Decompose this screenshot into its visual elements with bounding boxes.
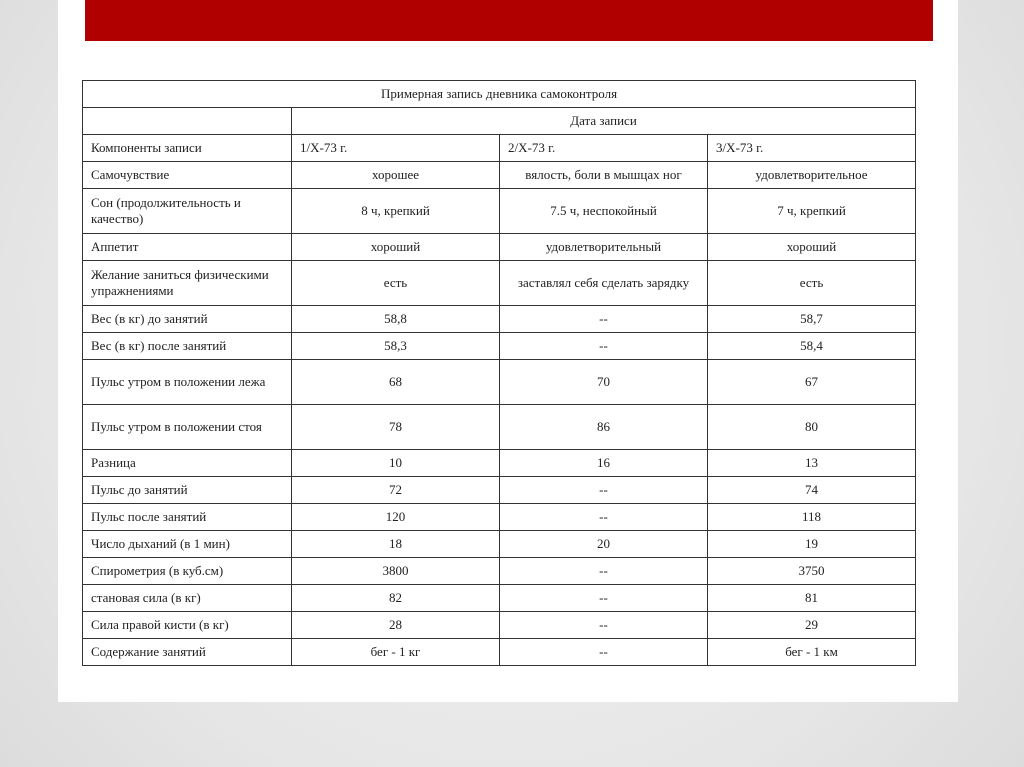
row-label: Вес (в кг) после занятий xyxy=(83,333,292,360)
row-value: удовлетворительный xyxy=(500,234,708,261)
row-value: 3750 xyxy=(708,558,916,585)
row-label: Вес (в кг) до занятий xyxy=(83,306,292,333)
row-label: Пульс утром в положении лежа xyxy=(83,360,292,405)
components-header: Компоненты записи xyxy=(83,135,292,162)
row-value: 72 xyxy=(292,477,500,504)
row-value: 58,4 xyxy=(708,333,916,360)
row-value: 58,8 xyxy=(292,306,500,333)
row-label: Аппетит xyxy=(83,234,292,261)
self-control-diary-table xyxy=(82,80,916,666)
table-row xyxy=(83,585,916,612)
row-value: вялость, боли в мышцах ног xyxy=(500,162,708,189)
row-value: -- xyxy=(500,585,708,612)
table-row xyxy=(83,558,916,585)
date-cell: 2/X-73 г. xyxy=(500,135,708,162)
row-label: Спирометрия (в куб.см) xyxy=(83,558,292,585)
table-row xyxy=(83,612,916,639)
table-row xyxy=(83,450,916,477)
table-row xyxy=(83,360,916,405)
row-value: 18 xyxy=(292,531,500,558)
row-label: Пульс до занятий xyxy=(83,477,292,504)
row-value: -- xyxy=(500,306,708,333)
table-row xyxy=(83,261,916,306)
row-value: есть xyxy=(708,261,916,306)
row-value: хороший xyxy=(292,234,500,261)
table-row xyxy=(83,333,916,360)
row-value: 13 xyxy=(708,450,916,477)
row-value: 3800 xyxy=(292,558,500,585)
row-value: -- xyxy=(500,477,708,504)
header-accent-bar xyxy=(85,0,933,41)
row-value: 58,3 xyxy=(292,333,500,360)
row-value: 29 xyxy=(708,612,916,639)
row-label: Самочувствие xyxy=(83,162,292,189)
row-label: Сон (продолжительность и качество) xyxy=(83,189,292,234)
date-cell: 3/X-73 г. xyxy=(708,135,916,162)
row-label: Сила правой кисти (в кг) xyxy=(83,612,292,639)
row-value: бег - 1 км xyxy=(708,639,916,666)
row-label: становая сила (в кг) xyxy=(83,585,292,612)
row-label: Пульс утром в положении стоя xyxy=(83,405,292,450)
row-value: 16 xyxy=(500,450,708,477)
row-value: удовлетворительное xyxy=(708,162,916,189)
row-value: 19 xyxy=(708,531,916,558)
table-row xyxy=(83,477,916,504)
row-label: Желание заниться физическими упражнениями xyxy=(83,261,292,306)
table-row xyxy=(83,504,916,531)
table-row xyxy=(83,162,916,189)
row-value: 82 xyxy=(292,585,500,612)
row-value: 20 xyxy=(500,531,708,558)
row-value: 70 xyxy=(500,360,708,405)
row-label: Разница xyxy=(83,450,292,477)
row-value: 120 xyxy=(292,504,500,531)
row-label: Содержание занятий xyxy=(83,639,292,666)
row-value: -- xyxy=(500,333,708,360)
row-value: 67 xyxy=(708,360,916,405)
row-value: 68 xyxy=(292,360,500,405)
table-row xyxy=(83,234,916,261)
row-value: хорошее xyxy=(292,162,500,189)
row-value: -- xyxy=(500,612,708,639)
empty-header-cell xyxy=(83,108,292,135)
table-row xyxy=(83,306,916,333)
table-title: Примерная запись дневника самоконтроля xyxy=(83,81,916,108)
row-value: 58,7 xyxy=(708,306,916,333)
date-header-row xyxy=(83,108,916,135)
row-value: 81 xyxy=(708,585,916,612)
row-value: -- xyxy=(500,639,708,666)
row-value: 74 xyxy=(708,477,916,504)
row-value: 78 xyxy=(292,405,500,450)
table-row xyxy=(83,531,916,558)
row-value: 86 xyxy=(500,405,708,450)
table-row xyxy=(83,405,916,450)
row-value: бег - 1 кг xyxy=(292,639,500,666)
row-value: 7.5 ч, неспокойный xyxy=(500,189,708,234)
row-value: 80 xyxy=(708,405,916,450)
table-row xyxy=(83,639,916,666)
row-label: Пульс после занятий xyxy=(83,504,292,531)
row-value: 10 xyxy=(292,450,500,477)
row-value: заставлял себя сделать зарядку xyxy=(500,261,708,306)
row-value: 8 ч, крепкий xyxy=(292,189,500,234)
row-value: хороший xyxy=(708,234,916,261)
dates-row xyxy=(83,135,916,162)
date-header: Дата записи xyxy=(292,108,916,135)
row-value: 118 xyxy=(708,504,916,531)
row-label: Число дыханий (в 1 мин) xyxy=(83,531,292,558)
row-value: есть xyxy=(292,261,500,306)
row-value: 7 ч, крепкий xyxy=(708,189,916,234)
row-value: -- xyxy=(500,558,708,585)
date-cell: 1/X-73 г. xyxy=(292,135,500,162)
row-value: 28 xyxy=(292,612,500,639)
row-value: -- xyxy=(500,504,708,531)
table-row xyxy=(83,189,916,234)
table-title-row xyxy=(83,81,916,108)
